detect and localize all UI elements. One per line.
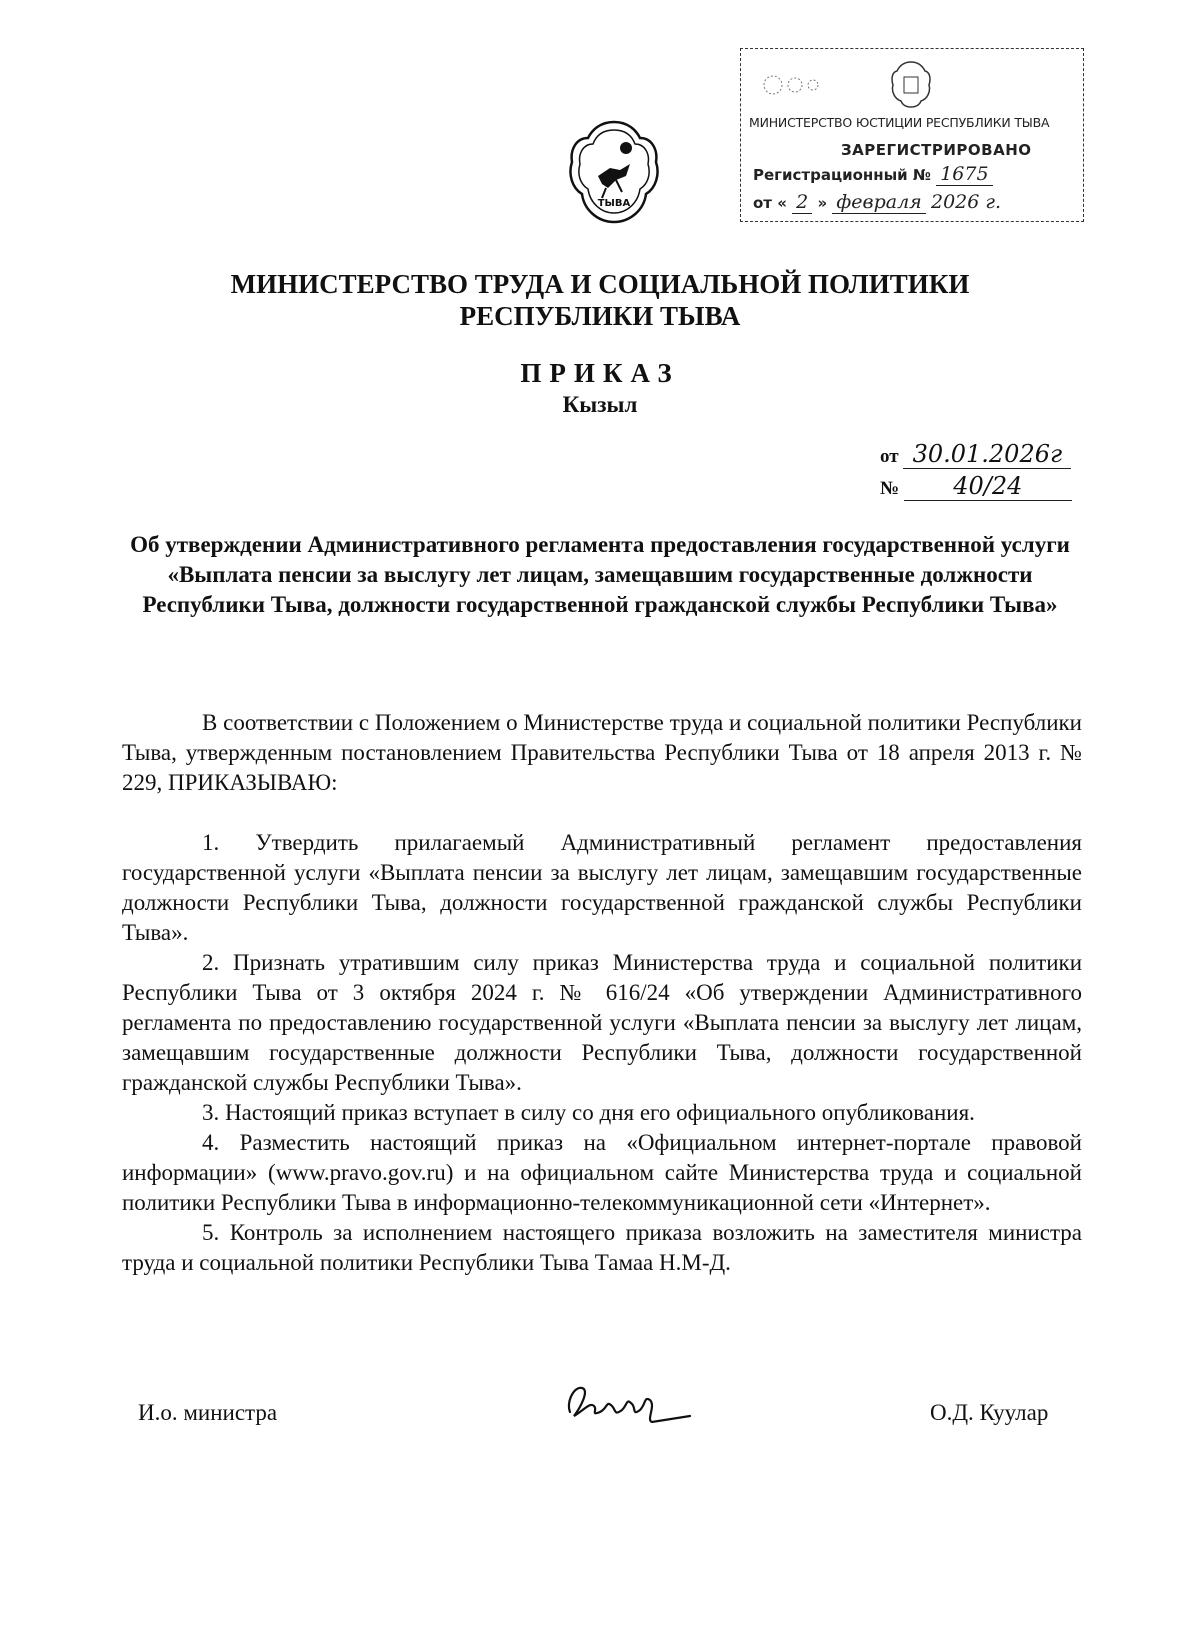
- order-item: 1. Утвердить прилагаемый Административный регламент предоставления государственной услуги «Выплата пенсии за выслугу лет лицам, замещавшим государственные должности Республики Тыва, должности государственной гражданской службы Республики Тыва».: [122, 830, 1082, 945]
- stamp-organization: МИНИСТЕРСТВО ЮСТИЦИИ РЕСПУБЛИКИ ТЫВА: [749, 115, 1050, 130]
- ministry-line-1: МИНИСТЕРСТВО ТРУДА И СОЦИАЛЬНОЙ ПОЛИТИКИ: [230, 269, 970, 299]
- order-item: 5. Контроль за исполнением настоящего приказа возложить на заместителя министра труда и социальной политики Республики Тыва Тамаа Н.М-Д.: [122, 1220, 1082, 1275]
- stamp-status: ЗАРЕГИСТРИРОВАНО: [841, 141, 1032, 159]
- emblem-caption: ТЫВА: [597, 198, 631, 209]
- stamp-date-row: [753, 191, 1001, 214]
- stamp-emblem-icon: [761, 67, 821, 107]
- registration-stamp: [740, 48, 1084, 222]
- order-item: 2. Признать утратившим силу приказ Министерства труда и социальной политики Республики Тыва от 3 октября 2024 г. № 616/24 «Об утверждении Административного регламента по предоставлению государственной услуги «Выплата пенсии за выслугу лет лицам, замещавшим государственные должности Республики Тыва, должности государственной гражданской службы Республики Тыва».: [122, 950, 1082, 1095]
- order-number-value: 40/24: [904, 472, 1072, 501]
- stamp-date-prefix: от «: [753, 194, 787, 212]
- stamp-reg-number: 1675: [936, 163, 992, 186]
- stamp-date-mid: »: [817, 194, 828, 212]
- order-item: 3. Настоящий приказ вступает в силу со дня его официального опубликования.: [202, 1100, 975, 1125]
- order-date-row: [880, 440, 1072, 472]
- ministry-line-2: РЕСПУБЛИКИ ТЫВА: [459, 301, 741, 331]
- stamp-coat-of-arms-icon: [891, 59, 931, 113]
- order-item: 4. Разместить настоящий приказ на «Официальном интернет-портале правовой информации» (www.pravo.gov.ru) и на официальном сайте Министерства труда и социальной политики Республики Тыва в информационно-телекоммуникационной сети «Интернет».: [122, 1130, 1082, 1215]
- order-date-value: 30.01.2026г: [903, 440, 1071, 469]
- order-number-row: [880, 472, 1072, 504]
- document-type: ПРИКАЗ: [520, 358, 680, 388]
- stamp-date-year: 2026 г.: [931, 191, 1002, 213]
- stamp-date-day: 2: [792, 191, 812, 214]
- signatory-role: И.о. министра: [138, 1400, 278, 1425]
- ministry-name: [0, 268, 1200, 332]
- republic-emblem: [568, 118, 660, 230]
- document-title: Об утверждении Административного регламента предоставления государственной услуги «Выплата пенсии за выслугу лет лицам, замещавшим государственные должности Республики Тыва, должности государственной гражданской службы Республики Тыва»: [130, 532, 1070, 617]
- handwritten-signature: [560, 1372, 700, 1437]
- stamp-reg-number-row: [753, 163, 993, 186]
- stamp-date-month: февраля: [832, 191, 925, 214]
- city: Кызыл: [562, 392, 638, 417]
- order-number-label: №: [880, 478, 900, 499]
- order-date-label: от: [880, 446, 899, 467]
- intro-paragraph: В соответствии с Положением о Министерстве труда и социальной политики Республики Тыва, утвержденным постановлением Правительства Республики Тыва от 18 апреля 2013 г. № 229, ПРИКАЗЫВАЮ:: [122, 710, 1082, 795]
- stamp-reg-label: Регистрационный №: [753, 166, 931, 184]
- order-meta: [880, 440, 1072, 504]
- signatory-name: О.Д. Куулар: [930, 1400, 1049, 1425]
- order-items: [122, 828, 1082, 1278]
